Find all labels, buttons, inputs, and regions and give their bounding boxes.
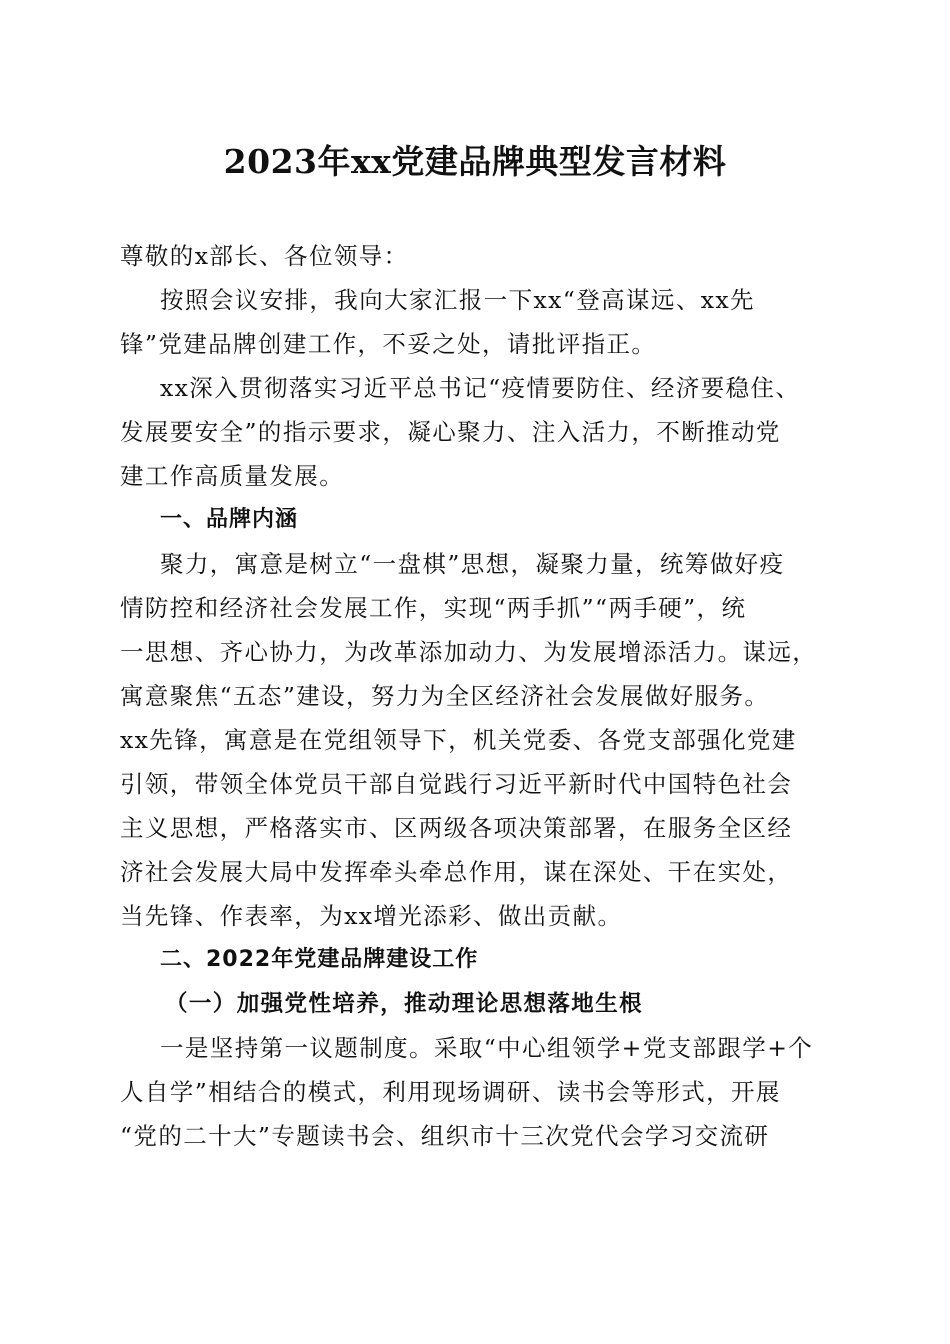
paragraph-line: 按照会议安排，我向大家汇报一下xx“登高谋远、xx先 [160,286,755,314]
paragraph-line: 锋”党建品牌创建工作，不妥之处，请批评指正。 [120,330,657,358]
paragraph-line: 建工作高质量发展。 [120,462,345,490]
paragraph-line: 主义思想，严格落实市、区两级各项决策部署，在服务全区经 [120,814,793,842]
paragraph-line: xx深入贯彻落实习近平总书记“疫情要防住、经济要稳住、 [160,374,801,402]
section-heading-2022-work: 二、2022年党建品牌建设工作 [160,947,479,972]
subsection-heading: （一）加强党性培养，推动理论思想落地生根 [165,991,644,1017]
paragraph-line: 一思想、齐心协力，为改革添加动力、为发展增添活力。谋远， [120,638,818,666]
paragraph-line: 当先锋、作表率，为xx增光添彩、做出贡献。 [120,902,623,930]
paragraph-line: 济社会发展大局中发挥牵头牵总作用，谋在深处、干在实处， [120,858,793,886]
paragraph-line: 人自学”相结合的模式，利用现场调研、读书会等形式，开展 [120,1078,781,1106]
paragraph-line: xx先锋，寓意是在党组领导下，机关党委、各党支部强化党建 [120,726,797,754]
paragraph-line: 情防控和经济社会发展工作，实现“两手抓”“两手硬”，统 [120,594,747,622]
document-title: 2023年xx党建品牌典型发言材料 [223,142,727,181]
section-heading-brand-meaning: 一、品牌内涵 [160,507,299,532]
salutation: 尊敬的x部长、各位领导： [120,242,409,270]
paragraph-line: 寓意聚焦“五态”建设，努力为全区经济社会发展做好服务。 [120,682,770,710]
paragraph-line: 引领，带领全体党员干部自觉践行习近平新时代中国特色社会 [120,770,793,798]
paragraph-line: 一是坚持第一议题制度。采取“中心组领学+党支部跟学+个 [160,1034,814,1062]
paragraph-line: 聚力，寓意是树立“一盘棋”思想，凝聚力量，统筹做好疫 [160,550,785,578]
paragraph-line: 发展要安全”的指示要求，凝心聚力、注入活力，不断推动党 [120,418,781,446]
paragraph-line: “党的二十大”专题读书会、组织市十三次党代会学习交流研 [120,1122,770,1150]
document-body [120,234,836,1158]
